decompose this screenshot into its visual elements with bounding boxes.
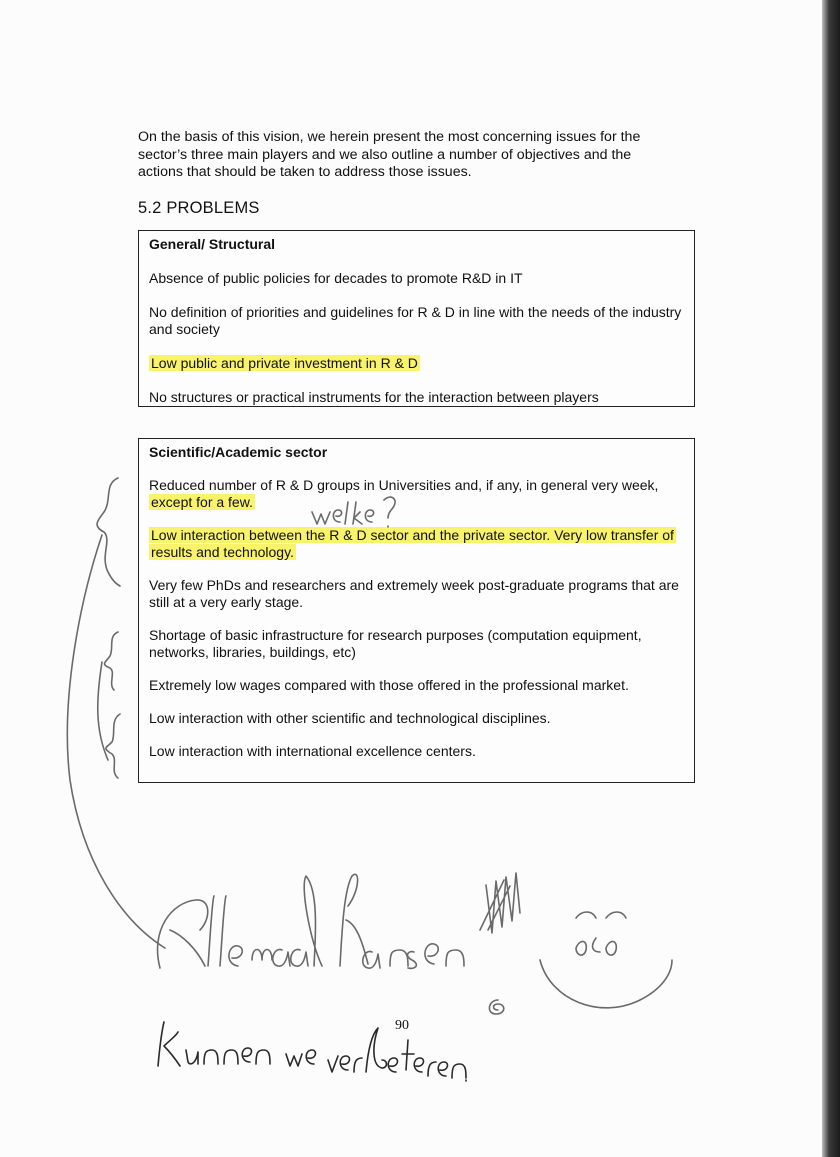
general-item-2: No definition of priorities and guidelines for R & D in line with the needs of the industry and society [149,304,682,337]
scientific-item-7: Low interaction with international excellence centers. [149,743,476,759]
scientific-item-3: Very few PhDs and researchers and extremely week post-graduate programs that are still at a very early stage. [149,577,679,610]
general-box-title: General/ Structural [149,236,276,252]
highlighted-text: Low public and private investment in R & D [151,355,418,371]
scientific-item-1-text: Reduced number of R & D groups in Universities and, if any, in general very week, [149,477,659,493]
scientific-academic-box [138,438,695,783]
pencil-brace-1 [97,478,120,586]
pencil-brace-3 [106,714,120,778]
general-item-3 [149,355,684,372]
scientific-item-2 [149,527,684,561]
pencil-smiley-eyes [576,912,626,955]
intro-paragraph [138,129,698,182]
pencil-word-kansen [340,874,464,968]
pencil-connector-branch-1 [98,662,108,760]
scientific-item-6: Low interaction with other scientific and technological disciplines. [149,710,551,726]
scientific-item-4: Shortage of basic infrastructure for research purposes (computation equipment, networks, libraries, buildings, etc) [149,627,642,660]
highlighted-text: Low interaction between the R & D sector and the private sector. Very low transfer of results and technology. [151,527,674,560]
intro-line-1: On the basis of this vision, we herein present the most concerning issues for the [138,129,641,145]
general-structural-box [138,230,695,407]
scientific-item-1 [149,477,684,511]
pen-word-kunnen [158,1022,270,1066]
scan-binding-edge [822,0,840,1157]
pencil-brace-2 [105,632,118,690]
general-item-4: No structures or practical instruments for the interaction between players [149,389,599,405]
pen-word-we [286,1050,315,1066]
pencil-word-allemaal [158,876,322,968]
pencil-smiley-face [540,960,672,1008]
scientific-item-5: Extremely low wages compared with those offered in the professional market. [149,677,629,693]
intro-line-3: actions that should be taken to address those issues. [138,164,472,180]
general-item-1: Absence of public policies for decades to promote R&D in IT [149,270,523,286]
pencil-scribble [480,873,520,933]
scientific-box-title: Scientific/Academic sector [149,444,328,460]
highlighted-text: except for a few. [151,494,253,510]
pencil-spiral [489,1000,503,1014]
pencil-smiley-nose [593,938,600,952]
page-number: 90 [395,1018,409,1033]
pen-word-verbeteren [328,1028,466,1081]
section-heading: 5.2 PROBLEMS [138,199,260,217]
intro-line-2: sector’s three main players and we also outline a number of objectives and the [138,146,632,163]
